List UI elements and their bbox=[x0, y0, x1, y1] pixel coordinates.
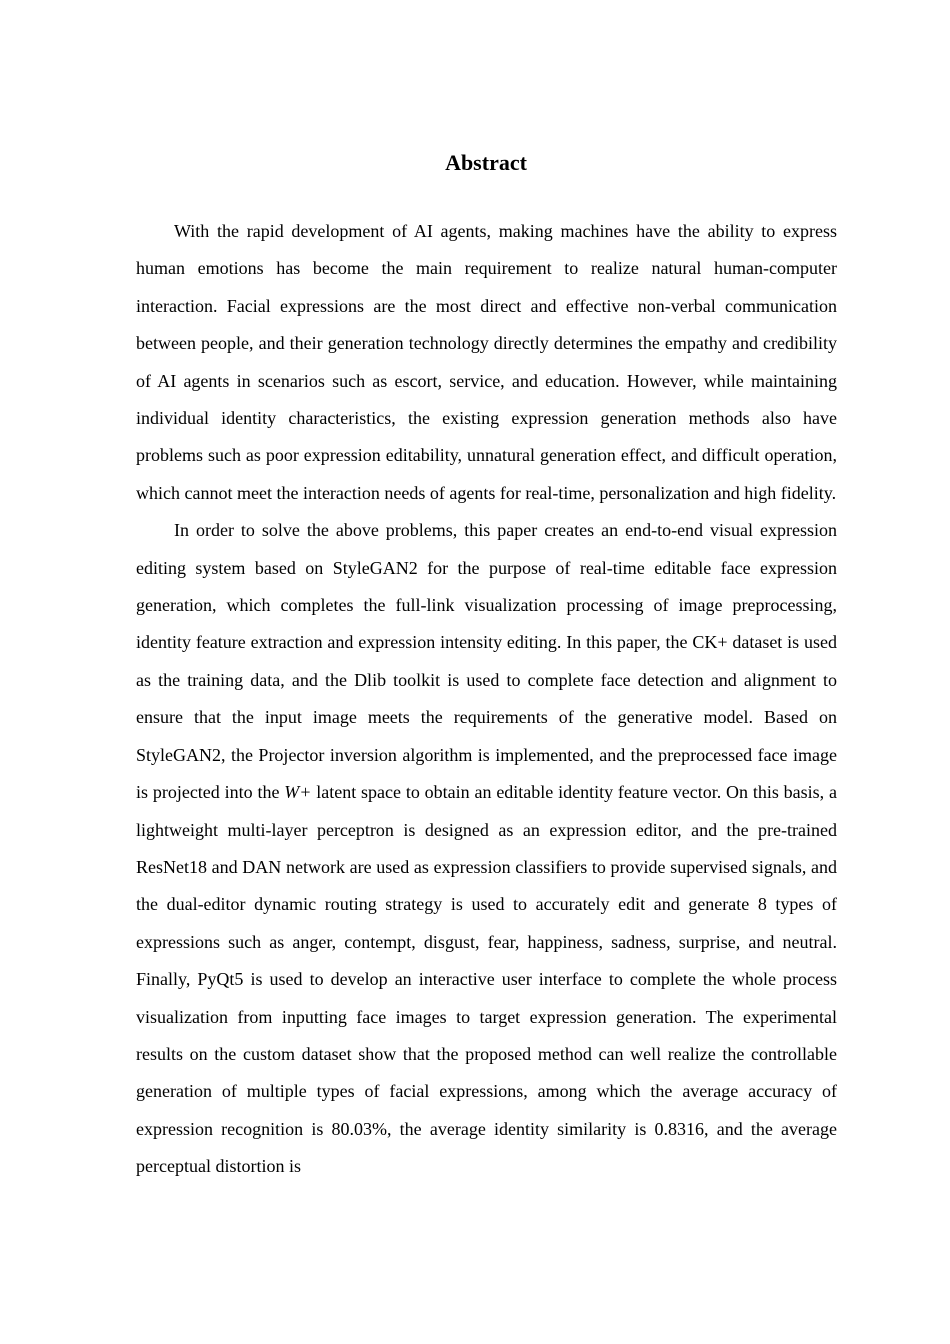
abstract-body bbox=[136, 213, 837, 1186]
paragraph-2-text-start: In order to solve the above problems, this paper creates an end-to-end visual expression editing system based on StyleGAN2 for the purpose of real-time editable face expression generation, which completes the full-link visualization processing of image preprocessing, identity feature extraction and expression intensity editing. In this paper, the CK+ dataset is used as the training data, and the Dlib toolkit is used to complete face detection and alignment to ensure that the input image meets the requirements of the generative model. Based on StyleGAN2, the Projector inversion algorithm is implemented, and the preprocessed face image is projected into the bbox=[136, 520, 837, 803]
paragraph-2-text-end: latent space to obtain an editable identity feature vector. On this basis, a lightweight multi-layer perceptron is designed as an expression editor, and the pre-trained ResNet18 and DAN network are used as expression classifiers to provide supervised signals, and the dual-editor dynamic routing strategy is used to accurately edit and generate 8 types of expressions such as anger, contempt, disgust, fear, happiness, sadness, surprise, and neutral. Finally, PyQt5 is used to develop an interactive user interface to complete the whole process visualization from inputting face images to target expression generation. The experimental results on the custom dataset show that the proposed method can well realize the controllable generation of multiple types of facial expressions, among which the average accuracy of expression recognition is 80.03%, the average identity similarity is 0.8316, and the average perceptual distortion is bbox=[136, 782, 837, 1177]
page-title: Abstract bbox=[445, 150, 527, 175]
abstract-paragraph-1: With the rapid development of AI agents, making machines have the ability to express human emotions has become the main requirement to realize natural human-computer interaction. Facial expressions are the most direct and effective non-verbal communication between people, and their generation technology directly determines the empathy and credibility of AI agents in scenarios such as escort, service, and education. However, while maintaining individual identity characteristics, the existing expression generation methods also have problems such as poor expression editability, unnatural generation effect, and difficult operation, which cannot meet the interaction needs of agents for real-time, personalization and high fidelity. bbox=[136, 221, 837, 503]
latent-space-symbol: W+ bbox=[284, 782, 312, 803]
abstract-paragraph-2 bbox=[136, 512, 837, 1185]
